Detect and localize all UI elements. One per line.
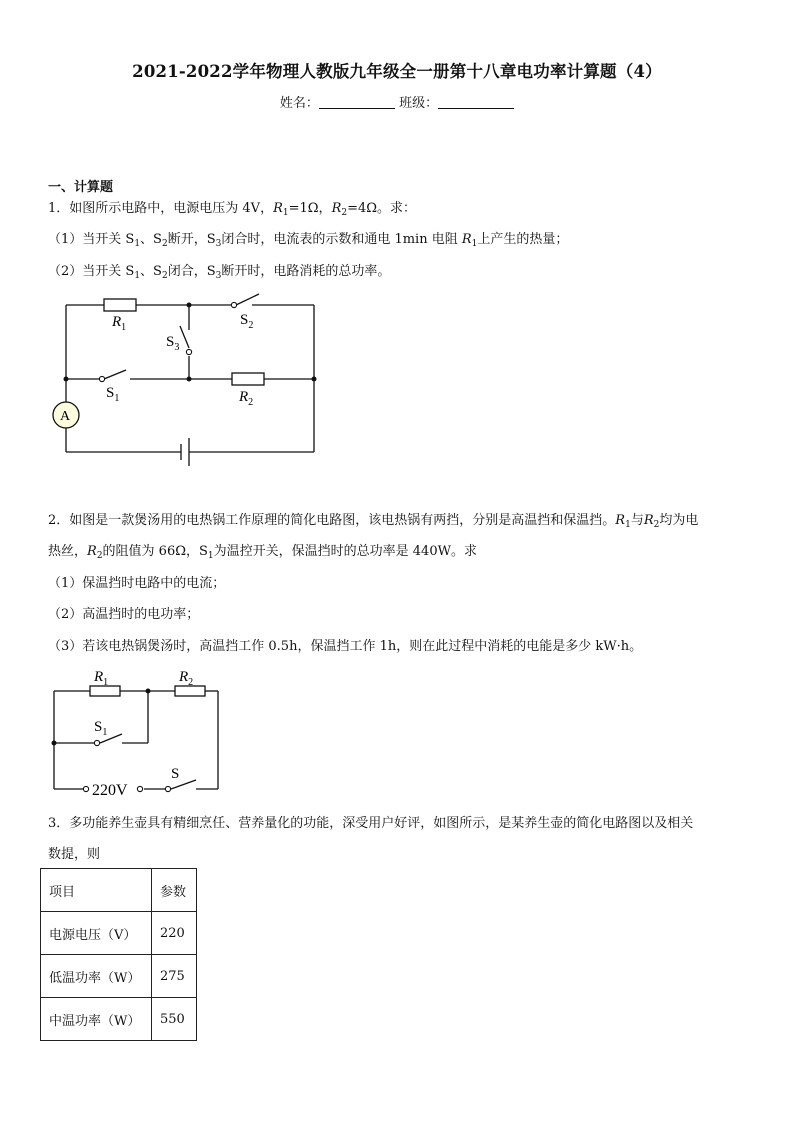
q3-stem-line1: 3．多功能养生壶具有精细烹任、营养量化的功能，深受用户好评，如图所示，是某养生壶的简化电路图以及相关 (48, 816, 694, 831)
q2-label-s1: $S_1$ (94, 719, 108, 738)
table-cell: 中温功率（W） (41, 998, 152, 1041)
q2-part3: （3）若该电热锅煲汤时，高温挡工作 0.5h，保温挡工作 1h，则在此过程中消耗的电能是多少 kW·h。 (48, 639, 643, 654)
q1-switch-s2-terminal (231, 302, 236, 307)
q1-label-r1: $R_1$ (112, 314, 127, 333)
q1-switch-s1-terminal (99, 376, 104, 381)
table-cell: 275 (152, 955, 197, 998)
q1-circuit-diagram (0, 290, 360, 470)
q2-supply-terminal-left (83, 786, 88, 791)
q1-switch-s3-blade (180, 326, 189, 348)
q2-part2: （2）高温挡时的电功率； (48, 607, 200, 622)
table-row (41, 912, 197, 955)
q1-label-s2: $S_2$ (240, 312, 254, 331)
q2-part1: （1）保温挡时电路中的电流； (48, 576, 226, 591)
q1-label-r2: $R_2$ (239, 389, 254, 408)
table-header-row (41, 869, 197, 912)
q1-switch-s3-terminal (186, 349, 191, 354)
q2-supply-terminal-right (137, 786, 142, 791)
table-cell: 220 (152, 912, 197, 955)
name-label: 姓名： (279, 96, 319, 111)
q2-label-r2: $R_2$ (179, 669, 194, 688)
q1-resistor-r2 (232, 373, 264, 385)
table-row (41, 955, 197, 998)
class-blank[interactable] (438, 96, 514, 109)
q3-stem-line2: 数提，则 (48, 847, 101, 862)
q1-junction-dot (64, 377, 69, 382)
table-cell: 电源电压（V） (41, 912, 152, 955)
q2-junction-dot (52, 741, 57, 746)
q2-circuit-diagram (0, 662, 240, 807)
q1-switch-s2-blade (236, 294, 259, 305)
section-heading: 一、计算题 (48, 180, 114, 195)
q2-label-voltage: 220V (92, 782, 128, 799)
q1-junction-dot (312, 377, 317, 382)
q1-label-s3: $S_3$ (166, 334, 180, 353)
q1-part1: （1）当开关 $S_1$、$S_2$断开，$S_3$闭合时，电流表的示数和通电 1min 电阻 $R_1$上产生的热量； (48, 232, 569, 249)
q2-junction-dot (146, 689, 151, 694)
q1-switch-s1-blade (104, 370, 126, 379)
q1-junction-dot (187, 377, 192, 382)
q1-junction-dot (187, 303, 192, 308)
q2-switch-s-terminal (165, 786, 170, 791)
q2-switch-s1-terminal (94, 740, 99, 745)
q2-label-s: S (171, 766, 180, 782)
q1-part2: （2）当开关 $S_1$、$S_2$闭合，$S_3$断开时，电路消耗的总功率。 (48, 264, 391, 281)
page-title: 2021-2022学年物理人教版九年级全一册第十八章电功率计算题（4） (132, 62, 662, 81)
table-cell: 低温功率（W） (41, 955, 152, 998)
q1-stem: 1．如图所示电路中，电源电压为 4V，$R_1=1\Omega$，$R_2=4\Omega$。求： (48, 201, 417, 218)
student-info-line (0, 92, 794, 111)
table-cell: 550 (152, 998, 197, 1041)
q1-resistor-r1 (104, 299, 136, 311)
q2-stem-line1: 2．如图是一款煲汤用的电热锅工作原理的简化电路图，该电热锅有两挡，分别是高温挡和保温挡。$R_1$与$R_2$均为电 (48, 513, 699, 530)
q3-parameter-table (40, 868, 197, 1041)
name-blank[interactable] (319, 96, 395, 109)
q2-stem-line2: 热丝，$R_2$的阻值为 66Ω，$S_1$为温控开关，保温挡时的总功率是 440W。求 (48, 544, 477, 561)
table-header-cell: 项目 (41, 869, 152, 912)
table-header-cell: 参数 (152, 869, 197, 912)
q1-label-s1: $S_1$ (106, 385, 120, 404)
q1-ammeter-label: A (60, 409, 71, 424)
q2-label-r1: $R_1$ (94, 669, 109, 688)
table-row (41, 998, 197, 1041)
class-label: 班级： (399, 96, 439, 111)
